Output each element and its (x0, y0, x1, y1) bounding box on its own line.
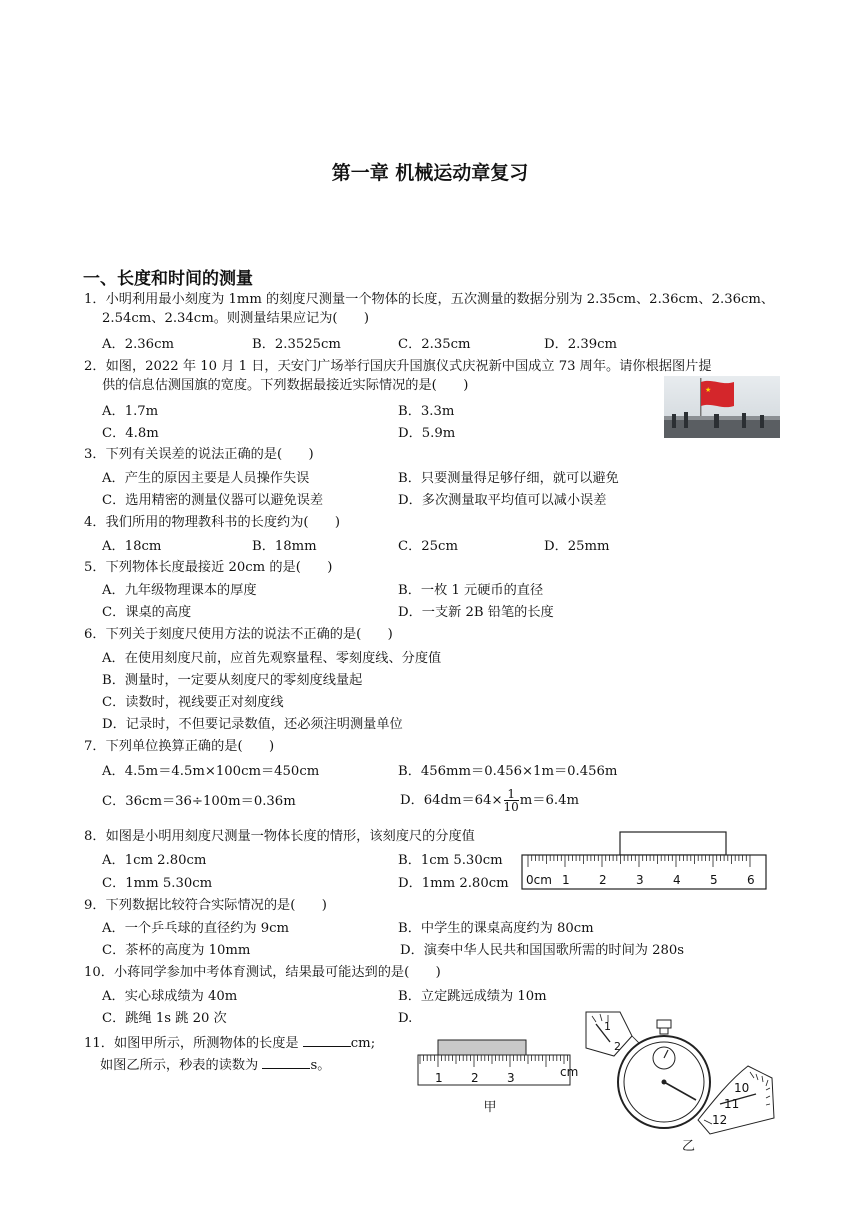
flag-ceremony-photo (664, 376, 780, 438)
ruler-label: 2 (471, 1071, 479, 1085)
q7-option-a: A．4.5m＝4.5m×100cm＝450cm (102, 764, 320, 779)
question-1-stem-cont: 2.54cm、2.34cm。则测量结果应记为( ) (102, 311, 370, 326)
q1-option-a: A．2.36cm (102, 337, 174, 352)
q11-ruler-figure-jia (416, 1036, 579, 1116)
question-11-stem (84, 1034, 375, 1053)
question-7-stem: 7．下列单位换算正确的是( ) (84, 739, 275, 754)
q4-option-a: A．18cm (102, 539, 162, 554)
q3-option-b: B．只要测量得足够仔细，就可以避免 (398, 471, 619, 486)
q4-option-c: C．25cm (398, 539, 458, 554)
q9-option-c: C．茶杯的高度为 10mm (102, 943, 251, 958)
q3-option-d: D．多次测量取平均值可以减小误差 (398, 493, 607, 508)
q2-option-a: A．1.7m (102, 404, 159, 419)
ruler-label: 6 (747, 873, 755, 887)
q5-option-b: B．一枚 1 元硬币的直径 (398, 583, 544, 598)
q6-option-a: A．在使用刻度尺前，应首先观察量程、零刻度线、分度值 (102, 651, 442, 666)
figure-label-yi: 乙 (682, 1139, 696, 1154)
question-11-stem-cont (100, 1056, 330, 1075)
big-dial-label-11: 11 (724, 1097, 740, 1111)
fraction (504, 788, 519, 813)
q6-option-c: C．读数时，视线要正对刻度线 (102, 695, 284, 710)
ruler-label: 1 (435, 1071, 443, 1085)
q11-stopwatch-figure-yi (580, 1008, 776, 1158)
q2-option-d: D．5.9m (398, 426, 456, 441)
q8-option-b: B．1cm 5.30cm (398, 853, 503, 868)
ruler-label: 0cm (526, 873, 552, 887)
fraction-numerator: 1 (504, 788, 519, 801)
ruler-label: 3 (507, 1071, 515, 1085)
q9-option-a: A．一个乒乓球的直径约为 9cm (102, 921, 290, 936)
q11-stem-suffix: cm; (350, 1036, 376, 1051)
q3-option-c: C．选用精密的测量仪器可以避免误差 (102, 493, 324, 508)
figure-label-jia: 甲 (483, 1100, 497, 1115)
q2-option-c: C．4.8m (102, 426, 159, 441)
big-dial-label-10: 10 (734, 1081, 750, 1095)
question-2-stem: 2．如图，2022 年 10 月 1 日，天安门广场举行国庆升国旗仪式庆祝新中国成立 73 周年。请你根据图片提 (84, 359, 712, 374)
q8-option-a: A．1cm 2.80cm (102, 853, 207, 868)
q5-option-c: C．课桌的高度 (102, 605, 192, 620)
q10-option-b: B．立定跳远成绩为 10m (398, 989, 547, 1004)
q6-option-d: D．记录时，不但要记录数值，还必须注明测量单位 (102, 717, 403, 732)
question-1-stem: 1．小明利用最小刻度为 1mm 的刻度尺测量一个物体的长度，五次测量的数据分别为 2.35cm、2.36cm、2.36cm、 (84, 292, 775, 307)
q4-option-b: B．18mm (252, 539, 317, 554)
answer-blank-length[interactable] (303, 1034, 351, 1047)
small-dial-label-2: 2 (614, 1040, 621, 1053)
q5-option-a: A．九年级物理课本的厚度 (102, 583, 257, 598)
ruler-label: 5 (710, 873, 718, 887)
ruler-label: 1 (562, 873, 570, 887)
q4-option-d: D．25mm (544, 539, 610, 554)
q8-option-c: C．1mm 5.30cm (102, 876, 213, 891)
question-6-stem: 6．下列关于刻度尺使用方法的说法不正确的是( ) (84, 627, 393, 642)
fraction-denominator: 10 (503, 800, 519, 814)
svg-text:★: ★ (705, 386, 712, 394)
q5-option-d: D．一支新 2B 铅笔的长度 (398, 605, 554, 620)
q9-option-b: B．中学生的课桌高度约为 80cm (398, 921, 594, 936)
ruler-label: 3 (636, 873, 644, 887)
q7-option-b: B．456mm＝0.456×1m＝0.456m (398, 764, 618, 779)
small-dial-label-1: 1 (604, 1020, 611, 1033)
question-4-stem: 4．我们所用的物理教科书的长度约为( ) (84, 515, 341, 530)
q7-option-c: C．36cm＝36÷100m＝0.36m (102, 794, 296, 809)
q2-option-b: B．3.3m (398, 404, 455, 419)
q10-option-a: A．实心球成绩为 40m (102, 989, 238, 1004)
q9-option-d: D．演奏中华人民共和国国歌所需的时间为 280s (400, 943, 685, 958)
question-2-stem-cont: 供的信息估测国旗的宽度。下列数据最接近实际情况的是( ) (102, 378, 469, 393)
question-5-stem: 5．下列物体长度最接近 20cm 的是( ) (84, 560, 333, 575)
q7-option-d (400, 784, 579, 818)
question-8-stem: 8．如图是小明用刻度尺测量一物体长度的情形，该刻度尺的分度值 (84, 829, 475, 844)
big-dial-label-12: 12 (712, 1113, 728, 1127)
page-title: 第一章 机械运动章复习 (331, 162, 529, 184)
q8-ruler-figure (520, 830, 768, 892)
q11-stem-prefix: 11．如图甲所示，所测物体的长度是 (84, 1036, 303, 1051)
section-heading: 一、长度和时间的测量 (83, 269, 253, 289)
q10-option-c: C．跳绳 1s 跳 20 次 (102, 1011, 227, 1026)
q11-stem-cont-suffix: s。 (310, 1058, 331, 1073)
q7-option-d-suffix: m＝6.4m (519, 793, 579, 808)
question-3-stem: 3．下列有关误差的说法正确的是( ) (84, 447, 314, 462)
question-10-stem: 10．小蒋同学参加中考体育测试，结果最可能达到的是( ) (84, 965, 441, 980)
q1-option-d: D．2.39cm (544, 337, 618, 352)
q10-option-d: D. (398, 1011, 413, 1026)
q3-option-a: A．产生的原因主要是人员操作失误 (102, 471, 310, 486)
ruler-label: 2 (599, 873, 607, 887)
q7-option-d-prefix: D．64dm＝64× (400, 793, 503, 808)
q6-option-b: B．测量时，一定要从刻度尺的零刻度线量起 (102, 673, 363, 688)
q11-stem-cont-prefix: 如图乙所示，秒表的读数为 (100, 1058, 263, 1073)
q8-option-d: D．1mm 2.80cm (398, 876, 509, 891)
ruler-label: cm (560, 1065, 579, 1079)
answer-blank-time[interactable] (262, 1056, 310, 1069)
q1-option-c: C．2.35cm (398, 337, 471, 352)
ruler-label: 4 (673, 873, 681, 887)
question-9-stem: 9．下列数据比较符合实际情况的是( ) (84, 898, 327, 913)
q1-option-b: B．2.3525cm (252, 337, 341, 352)
